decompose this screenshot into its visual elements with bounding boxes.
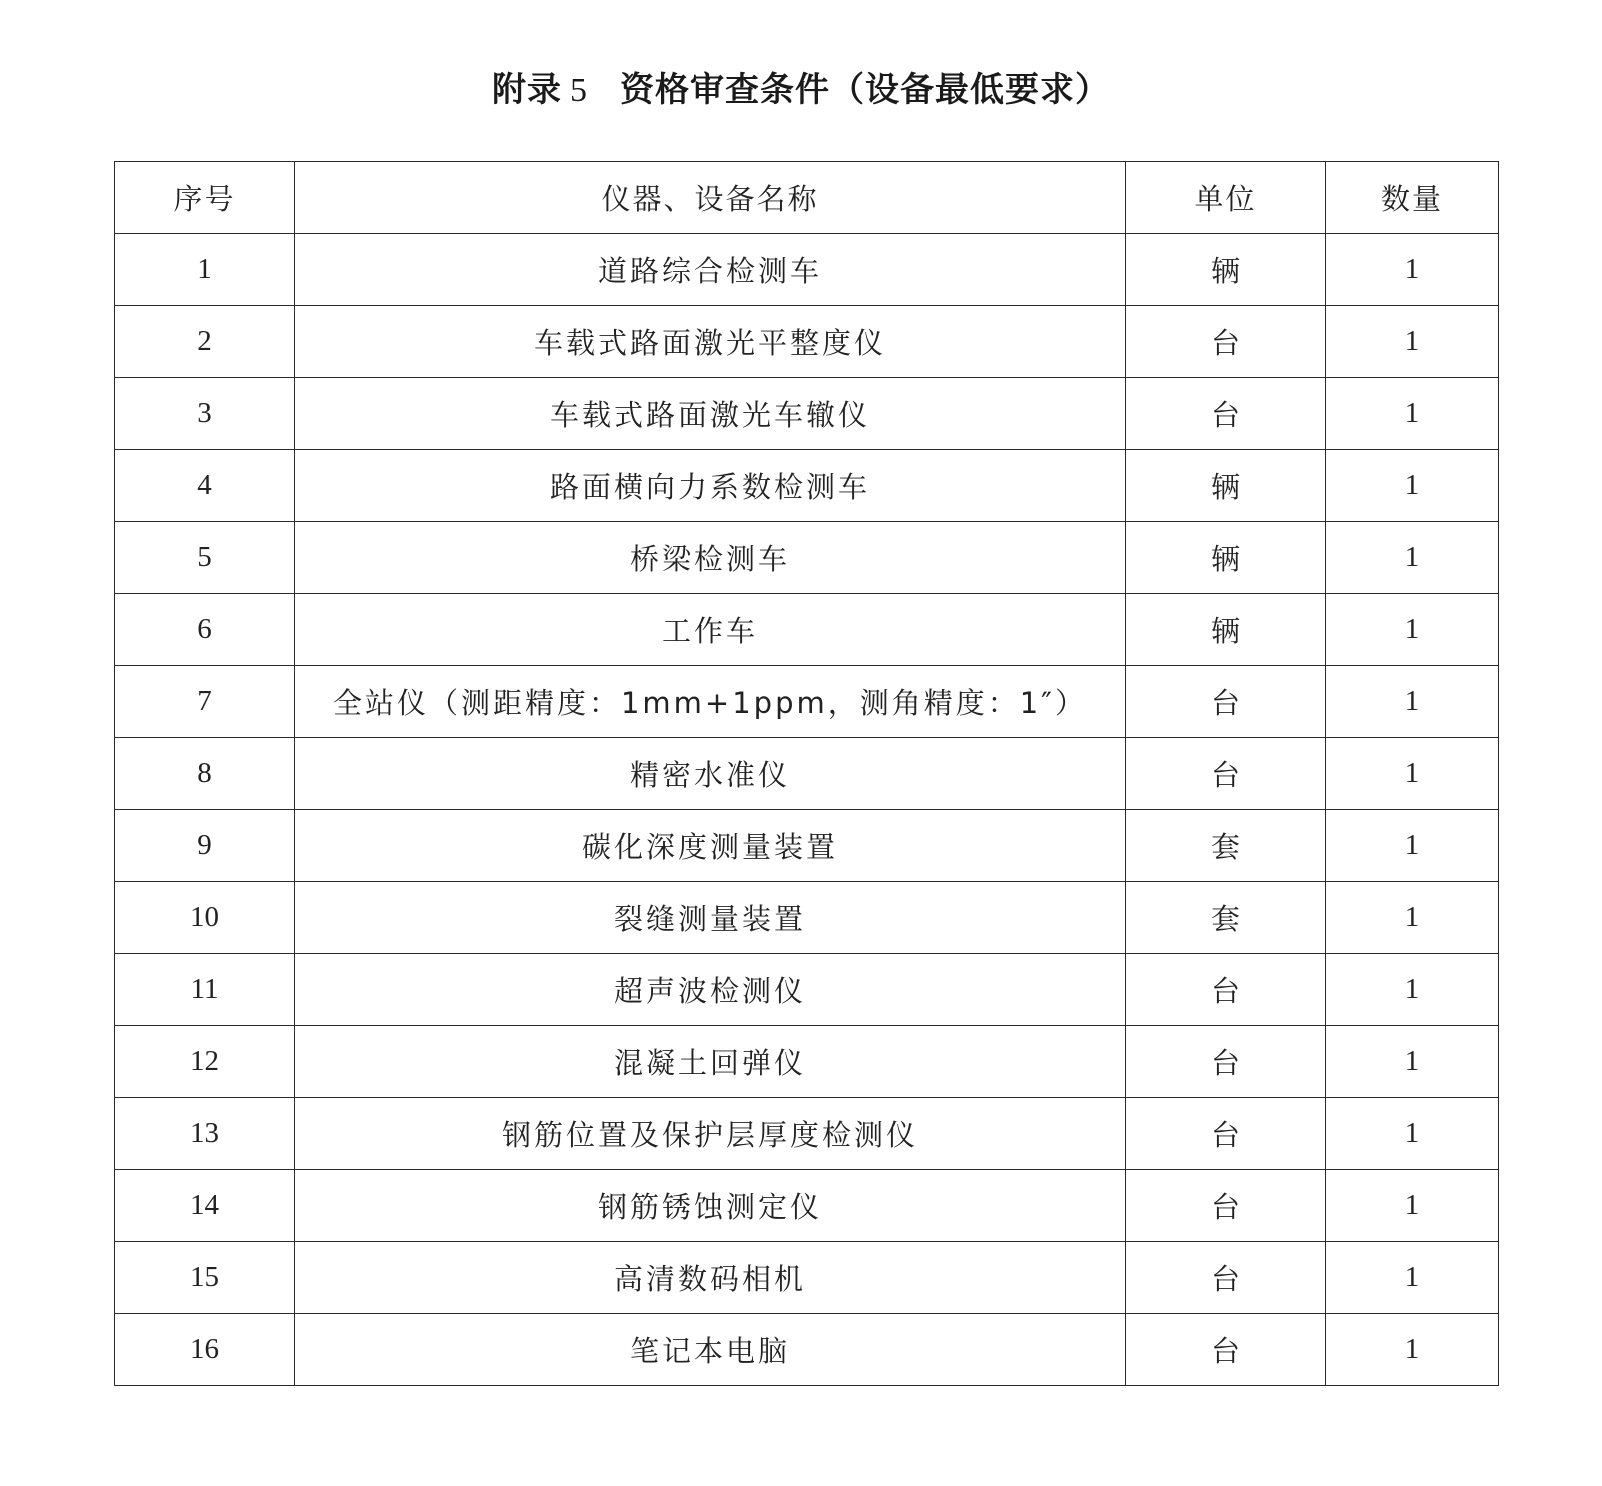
cell-equipment-name: 路面横向力系数检测车 xyxy=(295,450,1126,522)
table-row xyxy=(115,738,1499,810)
cell-equipment-name: 混凝土回弹仪 xyxy=(295,1026,1126,1098)
cell-serial-number: 10 xyxy=(115,882,295,954)
cell-unit: 台 xyxy=(1126,954,1326,1026)
cell-equipment-name: 全站仪（测距精度：1mm+1ppm，测角精度：1″） xyxy=(295,666,1126,738)
cell-quantity: 1 xyxy=(1326,1314,1499,1386)
cell-serial-number: 4 xyxy=(115,450,295,522)
cell-quantity: 1 xyxy=(1326,1242,1499,1314)
cell-serial-number: 16 xyxy=(115,1314,295,1386)
cell-unit: 台 xyxy=(1126,738,1326,810)
cell-quantity: 1 xyxy=(1326,450,1499,522)
cell-quantity: 1 xyxy=(1326,882,1499,954)
cell-unit: 台 xyxy=(1126,1026,1326,1098)
cell-serial-number: 9 xyxy=(115,810,295,882)
cell-equipment-name: 钢筋位置及保护层厚度检测仪 xyxy=(295,1098,1126,1170)
header-serial-number: 序号 xyxy=(115,162,295,234)
cell-equipment-name: 超声波检测仪 xyxy=(295,954,1126,1026)
table-row xyxy=(115,882,1499,954)
table-row xyxy=(115,666,1499,738)
cell-serial-number: 11 xyxy=(115,954,295,1026)
table-row xyxy=(115,306,1499,378)
page-title xyxy=(0,62,1602,111)
table-row xyxy=(115,1242,1499,1314)
table-body xyxy=(115,234,1499,1386)
title-number: 5 xyxy=(570,72,588,109)
cell-unit: 台 xyxy=(1126,1098,1326,1170)
cell-serial-number: 7 xyxy=(115,666,295,738)
cell-quantity: 1 xyxy=(1326,738,1499,810)
table-row xyxy=(115,1026,1499,1098)
table-row xyxy=(115,450,1499,522)
cell-unit: 辆 xyxy=(1126,234,1326,306)
table-row xyxy=(115,594,1499,666)
cell-quantity: 1 xyxy=(1326,1098,1499,1170)
title-prefix: 附录 xyxy=(492,70,562,110)
cell-quantity: 1 xyxy=(1326,1170,1499,1242)
cell-equipment-name: 车载式路面激光车辙仪 xyxy=(295,378,1126,450)
cell-quantity: 1 xyxy=(1326,594,1499,666)
table-row xyxy=(115,1098,1499,1170)
cell-quantity: 1 xyxy=(1326,378,1499,450)
title-text: 资格审查条件（设备最低要求） xyxy=(620,70,1110,110)
cell-equipment-name: 桥梁检测车 xyxy=(295,522,1126,594)
cell-serial-number: 13 xyxy=(115,1098,295,1170)
cell-equipment-name: 钢筋锈蚀测定仪 xyxy=(295,1170,1126,1242)
cell-serial-number: 15 xyxy=(115,1242,295,1314)
cell-equipment-name: 高清数码相机 xyxy=(295,1242,1126,1314)
header-quantity: 数量 xyxy=(1326,162,1499,234)
table-row xyxy=(115,810,1499,882)
cell-unit: 辆 xyxy=(1126,594,1326,666)
cell-unit: 套 xyxy=(1126,882,1326,954)
cell-quantity: 1 xyxy=(1326,234,1499,306)
table-header-row xyxy=(115,162,1499,234)
cell-equipment-name: 工作车 xyxy=(295,594,1126,666)
cell-equipment-name: 笔记本电脑 xyxy=(295,1314,1126,1386)
cell-unit: 辆 xyxy=(1126,450,1326,522)
cell-serial-number: 8 xyxy=(115,738,295,810)
cell-unit: 辆 xyxy=(1126,522,1326,594)
cell-quantity: 1 xyxy=(1326,1026,1499,1098)
cell-quantity: 1 xyxy=(1326,306,1499,378)
cell-unit: 台 xyxy=(1126,306,1326,378)
header-unit: 单位 xyxy=(1126,162,1326,234)
cell-serial-number: 3 xyxy=(115,378,295,450)
table-row xyxy=(115,234,1499,306)
table-row xyxy=(115,378,1499,450)
header-equipment-name: 仪器、设备名称 xyxy=(295,162,1126,234)
equipment-table xyxy=(114,161,1499,1386)
cell-serial-number: 14 xyxy=(115,1170,295,1242)
cell-serial-number: 5 xyxy=(115,522,295,594)
table-row xyxy=(115,1314,1499,1386)
cell-serial-number: 12 xyxy=(115,1026,295,1098)
cell-equipment-name: 碳化深度测量装置 xyxy=(295,810,1126,882)
cell-equipment-name: 裂缝测量装置 xyxy=(295,882,1126,954)
cell-quantity: 1 xyxy=(1326,810,1499,882)
cell-serial-number: 1 xyxy=(115,234,295,306)
table-row xyxy=(115,954,1499,1026)
cell-serial-number: 2 xyxy=(115,306,295,378)
table-row xyxy=(115,1170,1499,1242)
cell-quantity: 1 xyxy=(1326,666,1499,738)
cell-quantity: 1 xyxy=(1326,954,1499,1026)
cell-unit: 台 xyxy=(1126,1242,1326,1314)
cell-serial-number: 6 xyxy=(115,594,295,666)
cell-equipment-name: 精密水准仪 xyxy=(295,738,1126,810)
cell-unit: 台 xyxy=(1126,378,1326,450)
cell-quantity: 1 xyxy=(1326,522,1499,594)
cell-unit: 台 xyxy=(1126,666,1326,738)
cell-unit: 套 xyxy=(1126,810,1326,882)
cell-equipment-name: 道路综合检测车 xyxy=(295,234,1126,306)
cell-unit: 台 xyxy=(1126,1170,1326,1242)
cell-equipment-name: 车载式路面激光平整度仪 xyxy=(295,306,1126,378)
cell-unit: 台 xyxy=(1126,1314,1326,1386)
table-row xyxy=(115,522,1499,594)
